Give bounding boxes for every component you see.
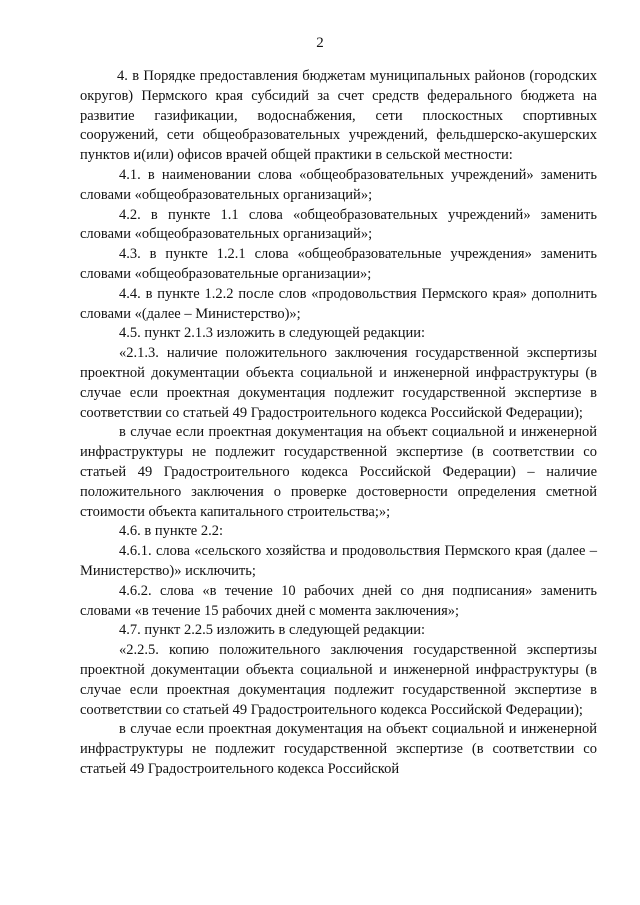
paragraph-4: 4. в Порядке предоставления бюджетам муниципальных районов (городских округов) Пермского края субсидий за счет средств федерального бюджета на развитие газификации, водоснабжения, сети плоскостных спортивных сооружений, сети общеобразовательных учреждений, фельдшерско-акушерских пунктов и(или) офисов врачей общей практики в сельской местности: xyxy=(80,68,597,164)
paragraph-4-3: 4.3. в пункте 1.2.1 слова «общеобразовательные учреждения» заменить словами «общеобразовательные организации»; xyxy=(80,246,597,282)
paragraph-4-1: 4.1. в наименовании слова «общеобразовательных учреждений» заменить словами «общеобразовательных организаций»; xyxy=(80,166,597,203)
paragraph-2-1-3-quote: «2.1.3. наличие положительного заключения государственной экспертизы проектной документации объекта социальной и инженерной инфраструктуры (в случае если проектная документация подлежит государственной экспертизе в соответствии со статьей 49 Градостроительного кодекса Российской Федерации); xyxy=(80,345,597,421)
paragraph-4-6-2: 4.6.2. слова «в течение 10 рабочих дней со дня подписания» заменить словами «в течение 15 рабочих дней с момента заключения»; xyxy=(80,582,597,619)
paragraph-4-2: 4.2. в пункте 1.1 слова «общеобразовательных учреждений» заменить словами «общеобразовательных организаций»; xyxy=(80,206,597,243)
paragraph-4-4: 4.4. в пункте 1.2.2 после слов «продовольствия Пермского края» дополнить словами «(далее – Министерство)»; xyxy=(80,285,597,322)
page-number: 2 xyxy=(316,35,324,51)
paragraph-4-6: 4.6. в пункте 2.2: xyxy=(119,523,224,540)
paragraph-2-2-5-quote: «2.2.5. копию положительного заключения государственной экспертизы проектной документации объекта социальной и инженерной инфраструктуры (в случае если проектная документация подлежит государственной экспертизе в соответствии со статьей 49 Градостроительного кодекса Российской Федерации); xyxy=(80,642,597,718)
paragraph-4-5: 4.5. пункт 2.1.3 изложить в следующей редакции: xyxy=(119,325,426,342)
paragraph-4-7: 4.7. пункт 2.2.5 изложить в следующей редакции: xyxy=(119,622,426,639)
paragraph-4-6-1: 4.6.1. слова «сельского хозяйства и продовольствия Пермского края (далее – Министерство)» исключить; xyxy=(80,543,597,579)
paragraph-2-1-3-continuation: в случае если проектная документация на объект социальной и инженерной инфраструктуры не подлежит государственной экспертизе (в соответствии со статьей 49 Градостроительного кодекса Российской Федерации) – наличие положительного заключения о проверке достоверности определения сметной стоимости объекта капитального строительства;»; xyxy=(80,424,597,520)
paragraph-2-2-5-continuation: в случае если проектная документация на объект социальной и инженерной инфраструктуры не подлежит государственной экспертизе (в соответствии со статьей 49 Градостроительного кодекса Российской xyxy=(80,721,597,777)
document-body xyxy=(80,67,597,780)
